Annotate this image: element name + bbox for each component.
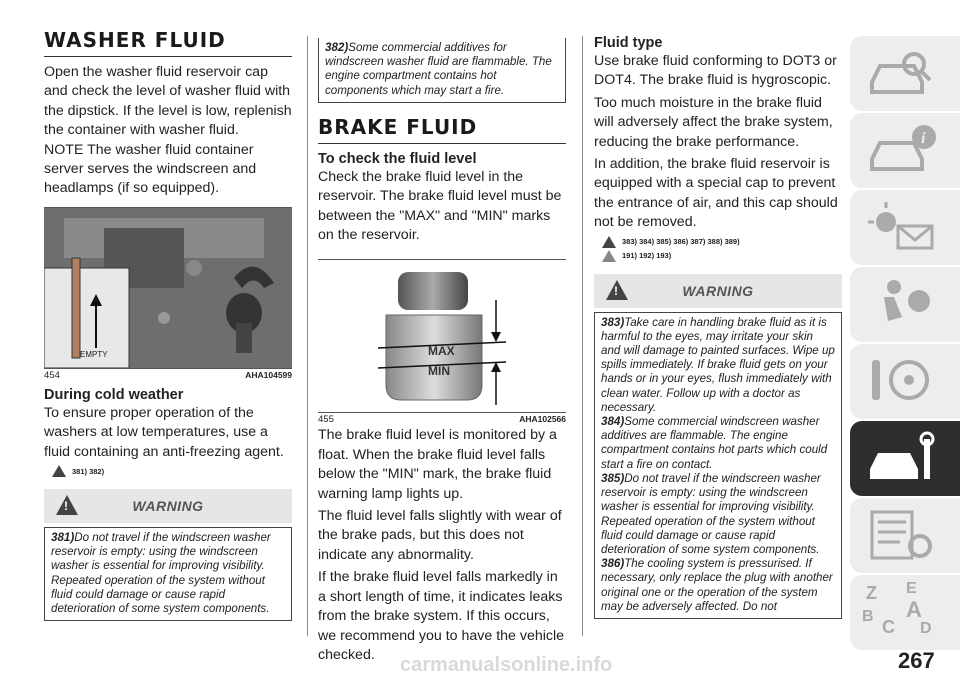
warning-number: 382) xyxy=(325,41,349,54)
warning-text: The cooling system is pressurised. If necessary, only replace the plug with another original one or the operation of the system may be adversely affected. Do not xyxy=(601,557,833,613)
warning-number: 386) xyxy=(601,557,625,571)
brake-paragraph-2: The fluid level falls slightly with wear of the brake pads, but this does not indicate any abnormality. xyxy=(318,508,562,563)
heading-rule xyxy=(318,143,566,144)
figure-455-caption xyxy=(318,412,566,426)
svg-text:D: D xyxy=(920,620,932,637)
warning-item xyxy=(601,557,835,614)
refs-text: 383) 384) 385) 386) 387) 388) 389) xyxy=(622,237,740,247)
washer-note: NOTE The washer fluid container server serves the windscreen and headlamps (if so equipped). xyxy=(44,141,257,197)
fluid-type-paragraph-3: In addition, the brake fluid reservoir is equipped with a special cap to prevent the entrance of air, and this cap should not be removed. xyxy=(594,156,838,231)
warning-refs xyxy=(602,236,842,248)
warning-triangle-icon xyxy=(602,236,616,248)
brake-paragraph-1: The brake fluid level is monitored by a float. When the brake fluid level falls below the "MIN" mark, the brake fluid warning lamp lights up. xyxy=(318,427,557,502)
figure-number: 455 xyxy=(318,414,334,426)
warning-text: Take care in handling brake fluid as it is harmful to the eyes, may irritate your skin and will damage to painted surfaces. Wipe up spills immediately. If brake fluid gets on your hands or in your eyes, flush immediately with clean water. Follow up with a doctor as necessary. xyxy=(601,315,835,414)
figure-454 xyxy=(44,207,292,369)
continued-warning-box xyxy=(318,38,566,103)
warning-number: 384) xyxy=(601,415,625,429)
empty-label: EMPTY xyxy=(80,349,108,359)
fluid-type-column xyxy=(594,34,842,619)
fluid-type-heading: Fluid type xyxy=(594,35,663,51)
warning-number: 385) xyxy=(601,471,625,485)
figure-number: 454 xyxy=(44,369,60,381)
cold-weather-heading: During cold weather xyxy=(44,386,184,403)
fluid-type-paragraph-1: Use brake fluid conforming to DOT3 or DOT4. The brake fluid is hygroscopic. xyxy=(594,53,837,89)
car-info-tab[interactable] xyxy=(850,36,960,111)
warning-item xyxy=(601,472,835,557)
washer-fluid-column xyxy=(44,28,292,621)
car-info-icon xyxy=(864,121,944,181)
warning-item xyxy=(601,415,835,472)
warning-number: 383) xyxy=(601,315,625,329)
figure-code: AHA104599 xyxy=(245,369,292,380)
warning-refs xyxy=(52,465,292,477)
notice-triangle-icon xyxy=(602,250,616,262)
heading-rule xyxy=(44,56,292,57)
svg-text:B: B xyxy=(862,608,874,625)
brake-fluid-heading: BRAKE FLUID xyxy=(318,114,478,139)
maintenance-tab[interactable] xyxy=(850,421,960,496)
svg-text:C: C xyxy=(882,617,895,637)
lights-tab[interactable] xyxy=(850,190,960,265)
figure-code: AHA102566 xyxy=(519,414,566,425)
warning-title: WARNING xyxy=(132,498,204,515)
brake-paragraph-3: If the brake fluid level falls markedly in a short length of time, it indicates leaks from the brake system. If this occurs, we recommend you to have the vehicle checked. xyxy=(318,569,565,663)
warning-triangle-icon xyxy=(52,465,66,477)
starting-tab[interactable] xyxy=(850,344,960,419)
warning-text: Do not travel if the windscreen washer reservoir is empty: using the windscreen washer is essential for improving visibility. Repeated operation of the system without fluid could damage or cause rapid deterioration of some system components. xyxy=(51,531,271,616)
check-level-heading: To check the fluid level xyxy=(318,150,477,167)
figure-455 xyxy=(318,259,566,412)
list-gear-icon xyxy=(864,506,944,566)
svg-text:i: i xyxy=(921,130,926,147)
notice-refs xyxy=(602,250,842,262)
min-label: MIN xyxy=(428,364,450,379)
warning-item xyxy=(51,531,285,616)
watermark-text: carmanualsonline.info xyxy=(400,654,613,676)
warning-text: Some commercial additives for windscreen washer fluid are flammable. The engine compartment contains hot components which may start a fire. xyxy=(325,41,552,97)
fluid-type-paragraph-2: Too much moisture in the brake fluid will adversely affect the brake system, reducing the brake performance. xyxy=(594,94,833,150)
warning-box xyxy=(44,527,292,621)
alphabet-index-icon xyxy=(858,579,938,639)
figure-454-caption xyxy=(44,369,292,382)
warning-number: 381) xyxy=(51,531,75,545)
washer-fluid-heading: WASHER FLUID xyxy=(44,28,226,52)
warning-title: WARNING xyxy=(682,282,754,299)
svg-text:E: E xyxy=(906,580,917,597)
column-divider xyxy=(307,36,308,636)
safety-tab[interactable] xyxy=(850,267,960,342)
svg-text:A: A xyxy=(906,597,922,622)
technical-data-tab[interactable] xyxy=(850,498,960,573)
car-wrench-icon xyxy=(864,429,944,489)
refs-text: 381) 382) xyxy=(72,466,105,476)
warning-box xyxy=(594,312,842,619)
column-divider xyxy=(582,36,583,636)
page-number: 267 xyxy=(898,648,935,673)
warning-text: Some commercial windscreen washer additives are flammable. The engine compartment contains hot parts which could start a fire on contact. xyxy=(601,415,828,471)
max-label: MAX xyxy=(428,344,455,359)
washer-reservoir-illustration xyxy=(44,208,292,368)
washer-paragraph: Open the washer fluid reservoir cap and check the level of washer fluid with the dipstick. If the level is low, replenish the container with washer fluid. xyxy=(44,64,292,139)
brake-reservoir-illustration xyxy=(318,260,566,412)
warning-item xyxy=(601,316,835,415)
warning-header xyxy=(44,489,292,523)
warning-text: Do not travel if the windscreen washer reservoir is empty: using the windscreen washer is essential for improving visibility. Repeated operation of the system without fluid could damage or cause rapid deterioration of some system components. xyxy=(601,471,821,556)
warning-triangle-icon xyxy=(56,495,78,515)
car-warning-tab[interactable] xyxy=(850,113,960,188)
steering-key-icon xyxy=(864,352,944,412)
car-search-icon xyxy=(864,44,944,104)
warning-header xyxy=(594,274,842,308)
index-tab[interactable] xyxy=(850,575,960,650)
brake-fluid-column xyxy=(318,38,566,668)
refs-text: 191) 192) 193) xyxy=(622,251,672,261)
cold-weather-text: To ensure proper operation of the washers at low temperatures, use a fluid containing an anti-freezing agent. xyxy=(44,404,284,460)
warning-triangle-icon xyxy=(606,280,628,300)
warning-item xyxy=(325,41,559,98)
check-level-text: Check the brake fluid level in the reservoir. The brake fluid level must be between the "MAX" and "MIN" marks on the reservoir. xyxy=(318,168,562,244)
seat-airbag-icon xyxy=(864,275,944,335)
svg-text:Z: Z xyxy=(866,583,877,603)
lights-envelope-icon xyxy=(864,198,944,258)
